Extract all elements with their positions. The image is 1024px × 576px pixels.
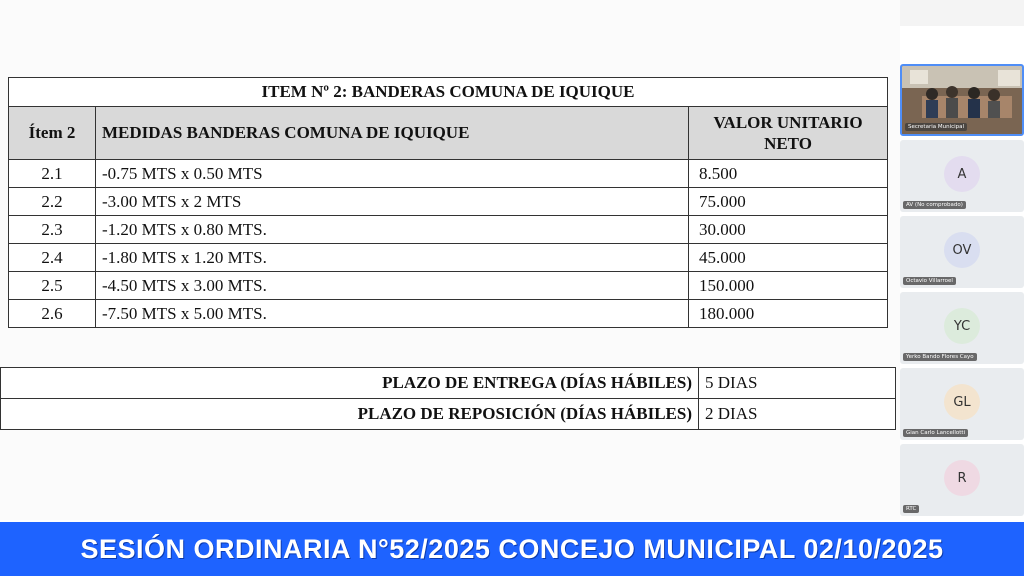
- participant-tile[interactable]: [900, 444, 1024, 516]
- table-row: [1, 399, 896, 430]
- participant-tile-video[interactable]: [900, 64, 1024, 136]
- table-row: [9, 188, 888, 216]
- avatar: YC: [944, 308, 980, 344]
- table-row: [9, 216, 888, 244]
- term-label: PLAZO DE REPOSICIÓN (DÍAS HÁBILES): [1, 399, 699, 430]
- table-row: [9, 300, 888, 328]
- row-medida: -1.20 MTS x 0.80 MTS.: [96, 216, 689, 244]
- flags-price-table: [8, 77, 888, 328]
- row-valor: 45.000: [689, 244, 888, 272]
- participant-name: Gian Carlo Lancellotti: [903, 429, 968, 437]
- banner-text: SESIÓN ORDINARIA N°52/2025 CONCEJO MUNICIPAL 02/10/2025: [80, 533, 944, 564]
- session-banner: [0, 522, 1024, 576]
- participant-tile[interactable]: [900, 292, 1024, 364]
- term-value: 5 DIAS: [699, 368, 896, 399]
- header-valor: VALOR UNITARIO NETO: [689, 107, 888, 160]
- row-item: 2.6: [9, 300, 96, 328]
- row-medida: -3.00 MTS x 2 MTS: [96, 188, 689, 216]
- row-valor: 75.000: [689, 188, 888, 216]
- row-medida: -0.75 MTS x 0.50 MTS: [96, 160, 689, 188]
- row-medida: -4.50 MTS x 3.00 MTS.: [96, 272, 689, 300]
- row-medida: -7.50 MTS x 5.00 MTS.: [96, 300, 689, 328]
- row-item: 2.1: [9, 160, 96, 188]
- row-item: 2.2: [9, 188, 96, 216]
- table-title: ITEM Nº 2: BANDERAS COMUNA DE IQUIQUE: [9, 78, 888, 107]
- participant-name: Secretaria Municipal: [905, 123, 967, 131]
- header-medidas: MEDIDAS BANDERAS COMUNA DE IQUIQUE: [96, 107, 689, 160]
- avatar: OV: [944, 232, 980, 268]
- row-item: 2.3: [9, 216, 96, 244]
- participant-tile[interactable]: [900, 140, 1024, 212]
- row-valor: 8.500: [689, 160, 888, 188]
- participants-panel: [900, 60, 1024, 520]
- row-item: 2.4: [9, 244, 96, 272]
- row-item: 2.5: [9, 272, 96, 300]
- table-row: [9, 244, 888, 272]
- delivery-terms-table: [0, 367, 896, 430]
- header-item: Ítem 2: [9, 107, 96, 160]
- avatar: GL: [944, 384, 980, 420]
- participant-name: Yerko Bando Flores Cayo: [903, 353, 977, 361]
- table-row: [9, 160, 888, 188]
- participant-name: AV (No comprobado): [903, 201, 966, 209]
- avatar: R: [944, 460, 980, 496]
- participant-name: Octavio Villarroel: [903, 277, 956, 285]
- term-value: 2 DIAS: [699, 399, 896, 430]
- participant-tile[interactable]: [900, 216, 1024, 288]
- participant-tile[interactable]: [900, 368, 1024, 440]
- row-medida: -1.80 MTS x 1.20 MTS.: [96, 244, 689, 272]
- row-valor: 150.000: [689, 272, 888, 300]
- row-valor: 30.000: [689, 216, 888, 244]
- avatar: A: [944, 156, 980, 192]
- row-valor: 180.000: [689, 300, 888, 328]
- table-row: [9, 272, 888, 300]
- participant-name: RTC: [903, 505, 919, 513]
- table-row: [1, 368, 896, 399]
- term-label: PLAZO DE ENTREGA (DÍAS HÁBILES): [1, 368, 699, 399]
